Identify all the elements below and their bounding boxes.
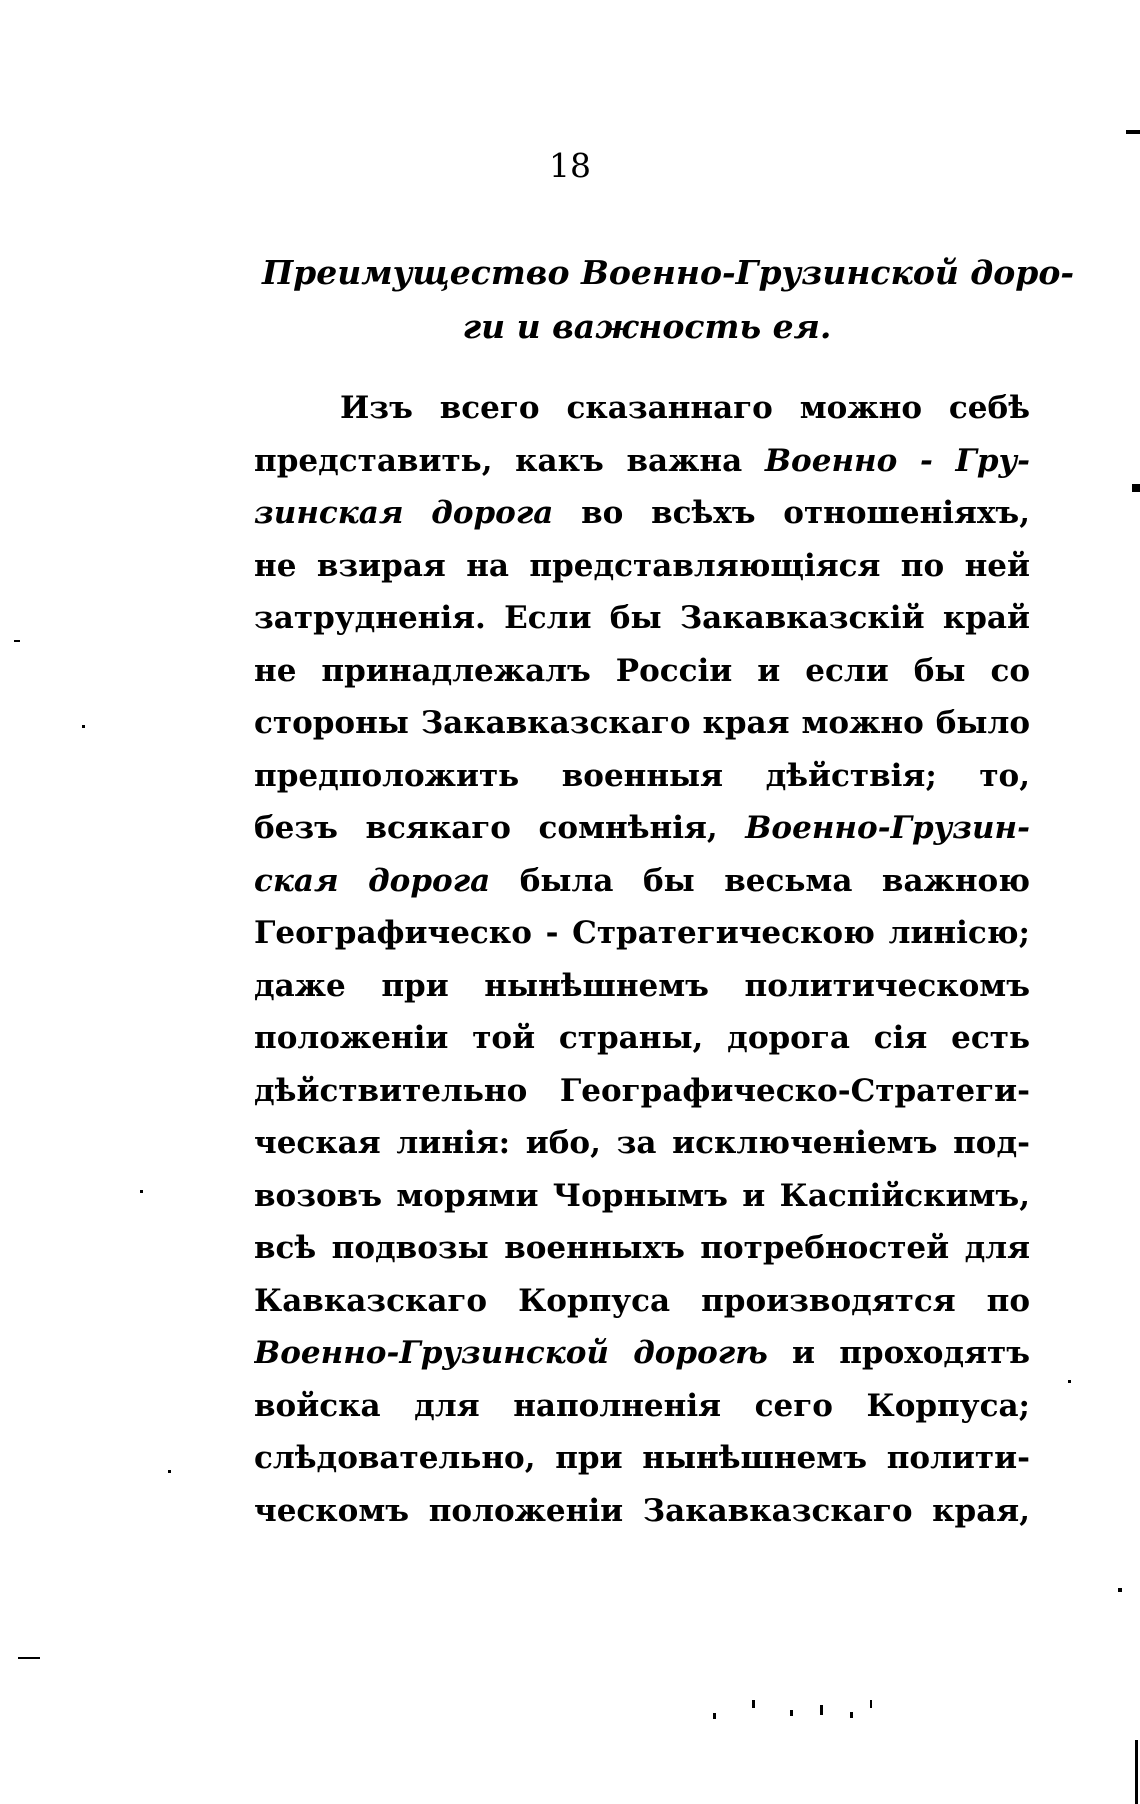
scan-mark bbox=[752, 1700, 755, 1708]
text-line bbox=[254, 1065, 1030, 1118]
text-run: и проходятъ bbox=[767, 1335, 1030, 1371]
text-line bbox=[254, 802, 1030, 855]
text-line bbox=[254, 907, 1030, 960]
text-line bbox=[254, 1117, 1030, 1170]
text-line bbox=[254, 1012, 1030, 1065]
text-line bbox=[254, 855, 1030, 908]
text-run: не принадлежалъ Россіи и если бы со bbox=[254, 652, 1030, 689]
italic-text-run: Военно - Гру- bbox=[764, 442, 1030, 479]
italic-text-run: Военно-Грузин- bbox=[745, 810, 1030, 846]
body-paragraph bbox=[254, 382, 1030, 1537]
text-line bbox=[254, 697, 1030, 750]
text-run: не взирая на представляющіяся по ней bbox=[254, 547, 1030, 584]
text-line bbox=[254, 382, 1030, 435]
text-line bbox=[254, 592, 1030, 645]
text-line bbox=[254, 1327, 1030, 1380]
text-line bbox=[254, 1170, 1030, 1223]
text-run: безъ всякаго сомнѣнія, bbox=[254, 810, 746, 846]
text-run: ческая линія: ибо, за исключеніемъ под- bbox=[254, 1125, 1030, 1161]
page-number: 18 bbox=[549, 146, 591, 185]
text-line bbox=[254, 487, 1030, 540]
text-line bbox=[254, 1275, 1030, 1328]
text-run: всѣ подвозы военныхъ потребностей для bbox=[254, 1230, 1030, 1266]
scan-mark bbox=[14, 640, 20, 642]
italic-text-run: ская дорога bbox=[254, 862, 491, 899]
scan-mark bbox=[140, 1190, 143, 1193]
text-line bbox=[254, 1380, 1030, 1433]
scan-mark bbox=[850, 1712, 853, 1718]
scan-mark bbox=[82, 725, 85, 728]
scan-mark bbox=[1068, 1380, 1071, 1383]
text-run: представить, какъ важна bbox=[254, 442, 765, 479]
text-run: ческомъ положеніи Закавказскаго края, bbox=[254, 1492, 1030, 1529]
text-run: положеніи той страны, дорога сія есть bbox=[254, 1020, 1030, 1056]
text-line bbox=[254, 540, 1030, 593]
text-line bbox=[254, 750, 1030, 803]
text-run: войска для наполненія сего Корпуса; bbox=[254, 1387, 1030, 1424]
text-run: Кавказскаго Корпуса производятся по bbox=[254, 1282, 1030, 1319]
text-line bbox=[254, 435, 1030, 488]
italic-text-run: Военно-Грузинской дорогѣ bbox=[254, 1335, 768, 1371]
italic-text-run: зинская дорога bbox=[254, 495, 554, 531]
text-line bbox=[254, 1432, 1030, 1485]
scan-mark bbox=[870, 1700, 872, 1708]
text-run: возовъ морями Чорнымъ и Каспійскимъ, bbox=[254, 1177, 1030, 1214]
scan-mark bbox=[820, 1705, 823, 1715]
text-run: предположить военныя дѣйствія; то, bbox=[254, 757, 1030, 794]
text-run: даже при нынѣшнемъ политическомъ bbox=[254, 967, 1030, 1004]
text-run: стороны Закавказскаго края можно было bbox=[254, 705, 1030, 741]
text-run: дѣйствительно Географическо-Стратеги- bbox=[254, 1072, 1030, 1109]
section-heading bbox=[262, 246, 1075, 354]
scan-mark bbox=[713, 1713, 716, 1719]
text-run: слѣдовательно, при нынѣшнемъ полити- bbox=[254, 1440, 1030, 1476]
scan-mark bbox=[1118, 1588, 1122, 1592]
text-line bbox=[254, 960, 1030, 1013]
scan-mark bbox=[790, 1710, 793, 1716]
text-run: затрудненія. Если бы Закавказскій край bbox=[254, 600, 1030, 636]
text-run: во всѣхъ отношеніяхъ, bbox=[553, 495, 1030, 531]
scan-mark bbox=[1126, 130, 1140, 134]
text-line bbox=[254, 1222, 1030, 1275]
text-line bbox=[254, 1485, 1030, 1538]
scan-mark bbox=[18, 1657, 40, 1659]
text-run: была бы весьма важною bbox=[490, 862, 1030, 899]
text-run: Изъ всего сказаннаго можно себѣ bbox=[340, 390, 1030, 426]
section-heading-line: ги и важность ея. bbox=[462, 307, 832, 346]
section-heading-line: Преимущество Военно-Грузинской доро- bbox=[262, 253, 1075, 292]
scan-mark bbox=[1135, 1740, 1138, 1804]
text-run: Географическо - Стратегическою линісю; bbox=[254, 915, 1030, 951]
text-line bbox=[254, 645, 1030, 698]
scan-mark bbox=[1132, 484, 1140, 492]
scan-mark bbox=[168, 1470, 171, 1473]
